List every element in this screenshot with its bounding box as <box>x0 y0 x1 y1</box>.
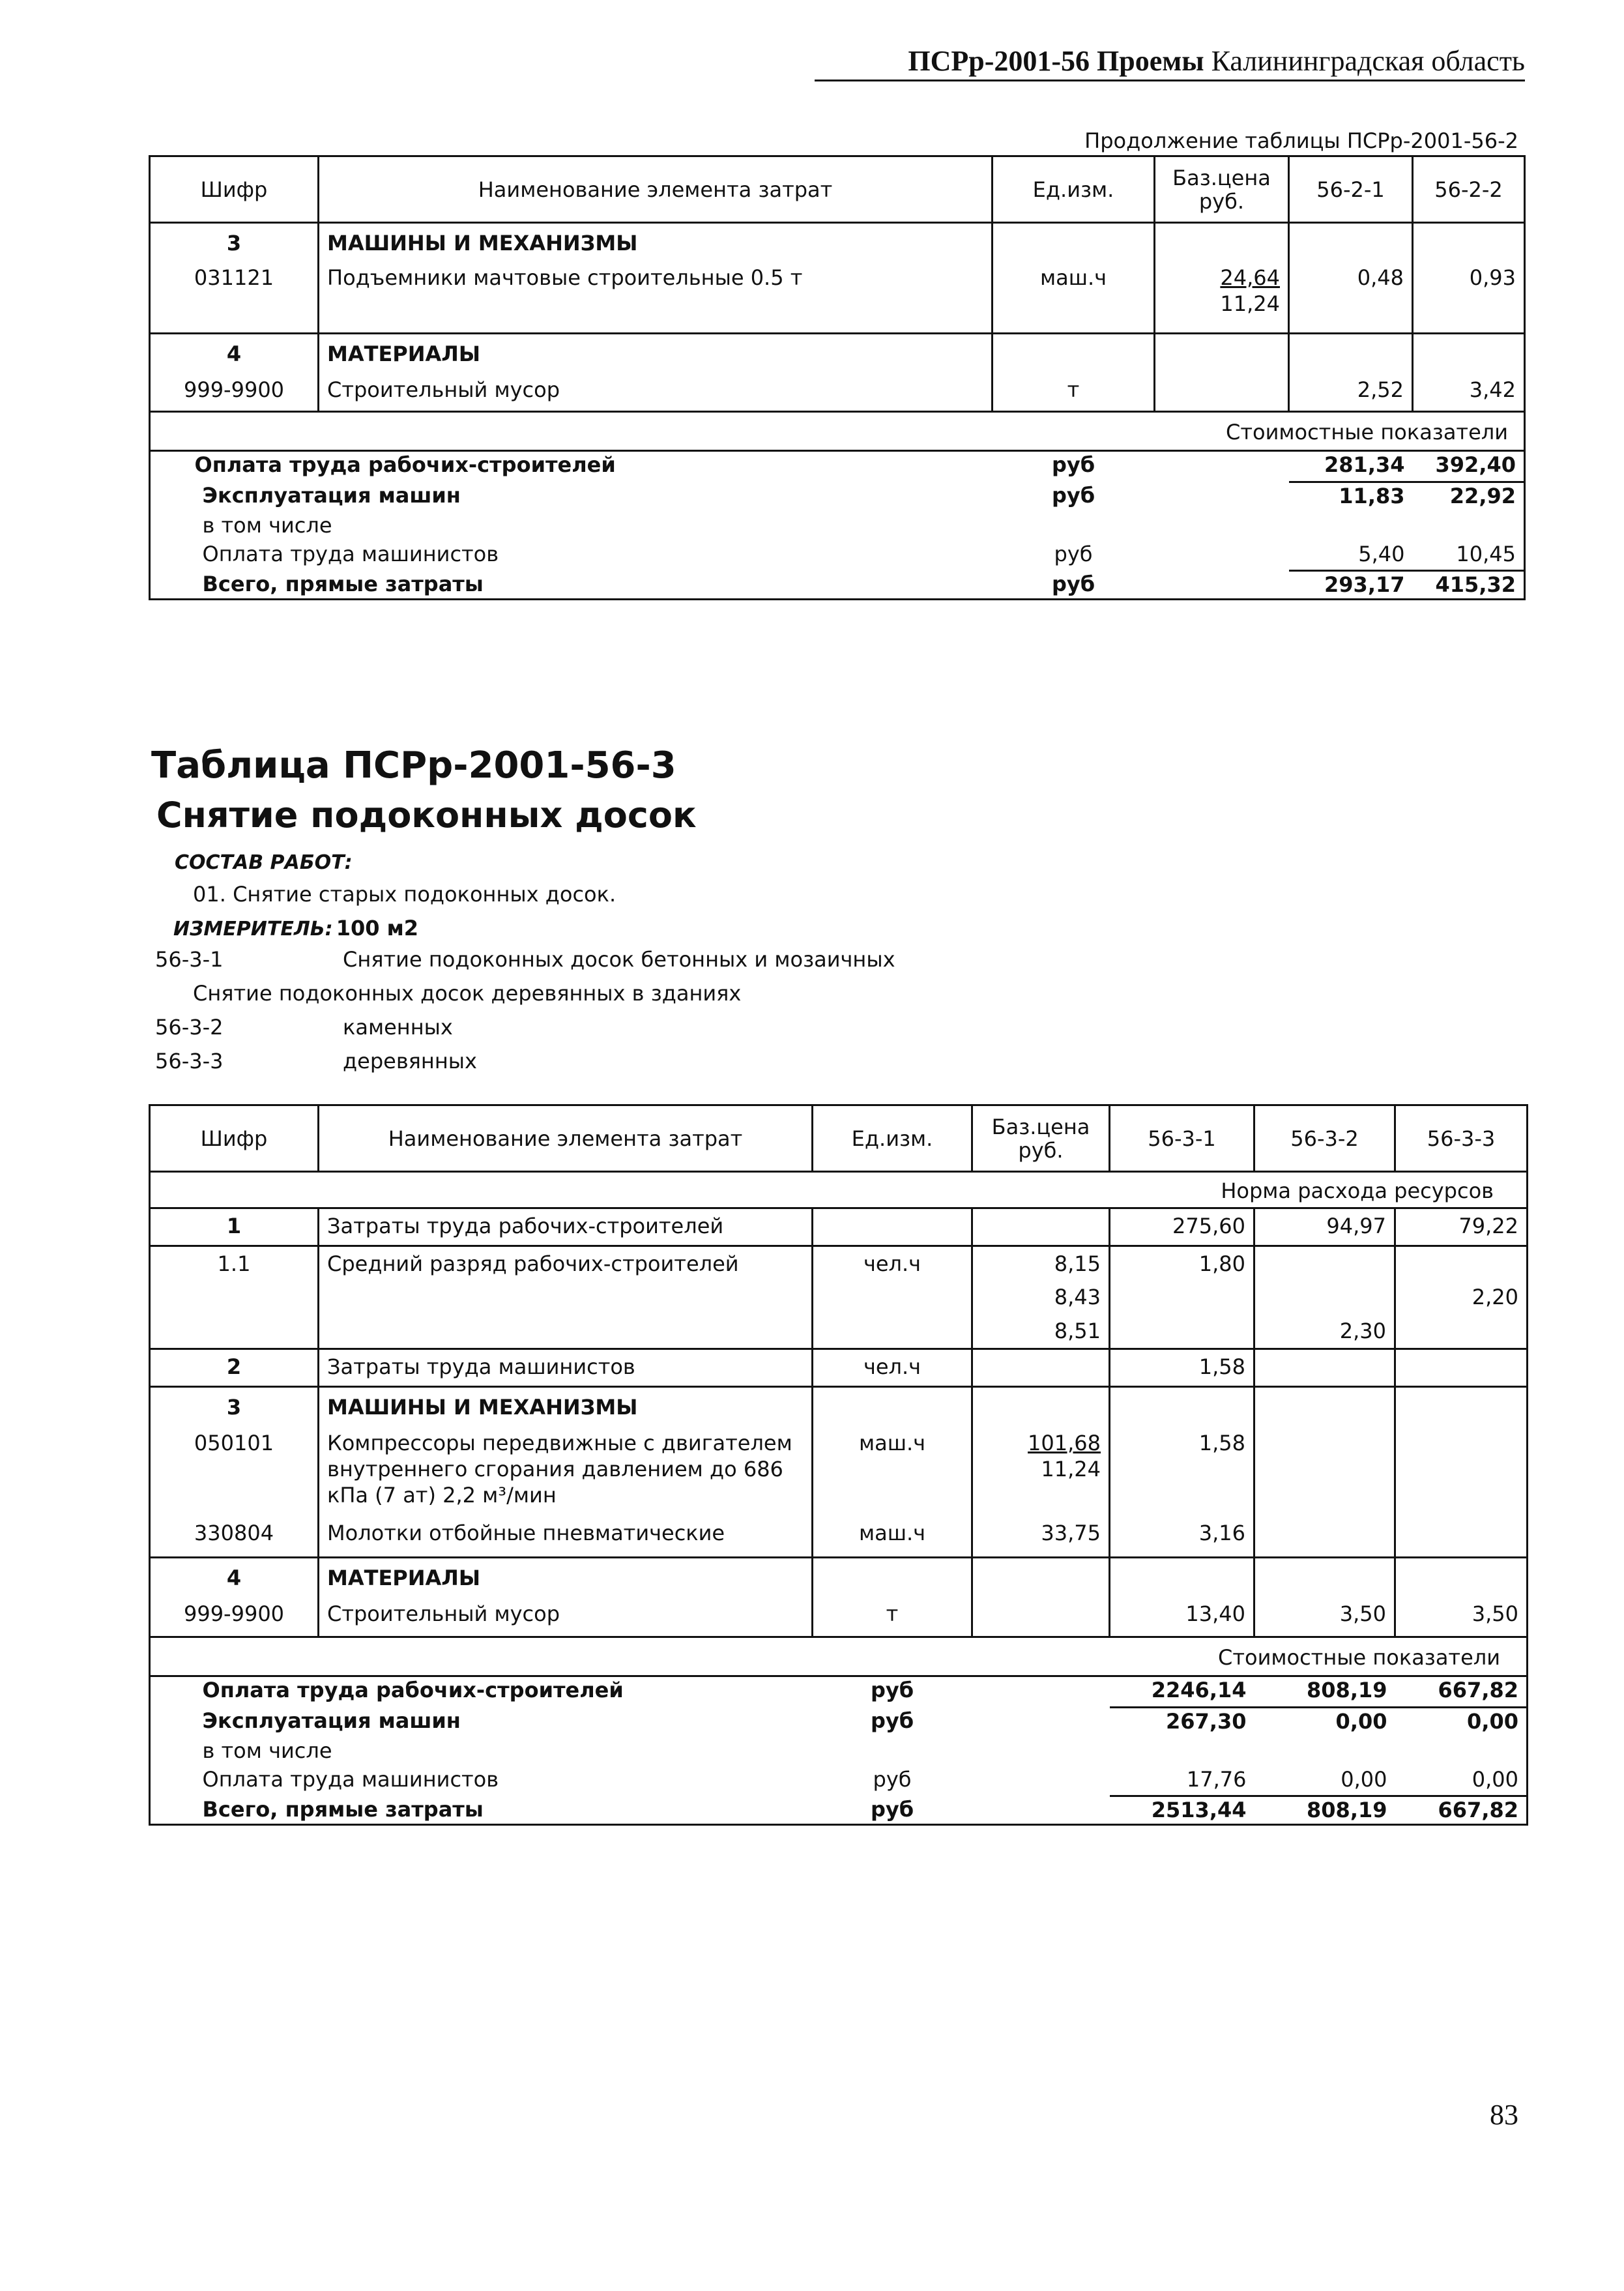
item-code: 56-3-1 <box>155 947 224 972</box>
table-row: 1 Затраты труда рабочих-строителей 275,60 94,97 79,22 <box>150 1208 1528 1246</box>
col-header-price: Баз.цена руб. <box>1155 156 1289 223</box>
table-row: 4 МАТЕРИАЛЫ <box>150 334 1525 373</box>
item-code: 56-3-2 <box>155 1015 224 1040</box>
table-row: Оплата труда машинистов руб 5,40 10,45 <box>150 541 1525 571</box>
table-row: 2 Затраты труда машинистов чел.ч 1,58 <box>150 1349 1528 1387</box>
item-code: 56-3-3 <box>155 1049 224 1073</box>
table-header-row <box>150 156 1525 223</box>
cost-header-row: Стоимостные показатели <box>150 1637 1528 1676</box>
table-row: 4 МАТЕРИАЛЫ <box>150 1558 1528 1597</box>
meter-value: 100 м2 <box>336 916 419 941</box>
col-header-unit: Ед.изм. <box>993 156 1155 223</box>
table-row: Оплата труда машинистов руб 17,76 0,00 0,00 <box>150 1766 1528 1796</box>
col-header-name: Наименование элемента затрат <box>319 156 993 223</box>
table-row: Оплата труда рабочих-строителей руб 281,34 392,40 <box>150 451 1525 482</box>
table-row: Всего, прямые затраты руб 293,17 415,32 <box>150 571 1525 600</box>
section-subtitle: Снятие подоконных досок <box>156 795 697 836</box>
table-56-2-continuation <box>149 155 1526 600</box>
table-row: 031121 Подъемники мачтовые строительные 0.5 т маш.ч 24,64 11,24 0,48 0,93 <box>150 262 1525 334</box>
header-code: ПСРр-2001-56 Проемы <box>908 45 1204 77</box>
table-row: 8,43 2,20 <box>150 1280 1528 1314</box>
work-item: 01. Снятие старых подоконных досок. <box>193 882 616 907</box>
item-text: деревянных <box>343 1049 477 1073</box>
col-header-code: Шифр <box>150 1105 319 1172</box>
col-header-code: Шифр <box>150 156 319 223</box>
table-row: Всего, прямые затраты руб 2513,44 808,19 667,82 <box>150 1796 1528 1825</box>
table-row: 3 МАШИНЫ И МЕХАНИЗМЫ <box>150 223 1525 262</box>
col-header-name: Наименование элемента затрат <box>319 1105 813 1172</box>
col-header-56-2-1: 56-2-1 <box>1289 156 1413 223</box>
item-text: Снятие подоконных досок бетонных и мозаичных <box>343 947 895 972</box>
table-row: 999-9900 Строительный мусор т 2,52 3,42 <box>150 373 1525 412</box>
table-header-row <box>150 1105 1528 1172</box>
col-header-56-3-3: 56-3-3 <box>1395 1105 1528 1172</box>
col-header-56-3-1: 56-3-1 <box>1110 1105 1254 1172</box>
continuation-note: Продолжение таблицы ПСРр-2001-56-2 <box>1084 128 1518 153</box>
norm-header-row: Норма расхода ресурсов <box>150 1172 1528 1208</box>
table-row: 3 МАШИНЫ И МЕХАНИЗМЫ <box>150 1387 1528 1426</box>
table-row: 330804 Молотки отбойные пневматические маш.ч 33,75 3,16 <box>150 1517 1528 1558</box>
cost-header-row: Стоимостные показатели <box>150 412 1525 451</box>
col-header-56-2-2: 56-2-2 <box>1413 156 1525 223</box>
col-header-price: Баз.цена руб. <box>972 1105 1110 1172</box>
table-row: в том числе <box>150 512 1525 541</box>
table-row: в том числе <box>150 1738 1528 1766</box>
table-56-3 <box>149 1104 1528 1826</box>
item-text: Снятие подоконных досок деревянных в зданиях <box>193 981 742 1006</box>
table-row: Эксплуатация машин руб 267,30 0,00 0,00 <box>150 1708 1528 1738</box>
section-title: Таблица ПСРр-2001-56-3 <box>151 744 676 787</box>
header-region: Калининградская область <box>1211 45 1525 77</box>
table-row: 1.1 Средний разряд рабочих-строителей чел.ч 8,15 1,80 <box>150 1246 1528 1280</box>
meter-line <box>173 915 418 942</box>
meter-label: ИЗМЕРИТЕЛЬ: <box>173 918 333 941</box>
table-row: Оплата труда рабочих-строителей руб 2246,14 808,19 667,82 <box>150 1676 1528 1708</box>
page-number: 83 <box>1490 2099 1518 2131</box>
table-row: 999-9900 Строительный мусор т 13,40 3,50 3,50 <box>150 1597 1528 1637</box>
work-composition-label: СОСТАВ РАБОТ: <box>175 851 353 874</box>
table-row: 8,51 2,30 <box>150 1314 1528 1349</box>
running-header <box>815 43 1525 81</box>
col-header-56-3-2: 56-3-2 <box>1254 1105 1395 1172</box>
table-row: 050101 Компрессоры передвижные с двигателем внутреннего сгорания давлением до 686 кПа (7 ат) 2,2 м³/мин маш.ч 101,68 11,24 1,58 <box>150 1426 1528 1517</box>
table-row: Эксплуатация машин руб 11,83 22,92 <box>150 482 1525 512</box>
item-text: каменных <box>343 1015 453 1040</box>
col-header-unit: Ед.изм. <box>813 1105 972 1172</box>
